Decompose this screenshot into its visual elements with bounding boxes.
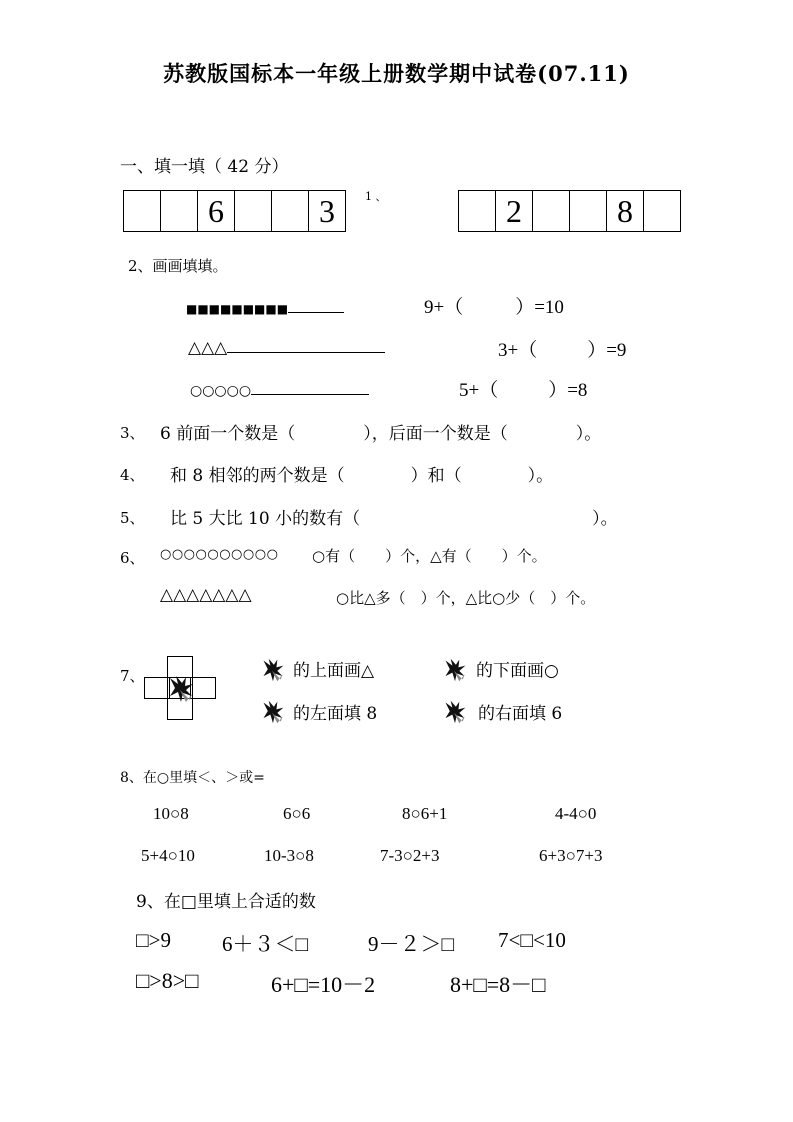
q1-box: 6 xyxy=(198,191,235,231)
q3-num: 3、 xyxy=(120,424,145,442)
eq-right: ）=8 xyxy=(548,380,588,401)
q9-item[interactable]: □>9 xyxy=(136,928,172,952)
q5-part: ）。 xyxy=(592,509,618,529)
q1-box[interactable] xyxy=(124,191,161,231)
q8-item[interactable]: 5+4○10 xyxy=(141,846,195,865)
q7-b: 的下面画○ xyxy=(476,661,559,681)
q2-row2-shapes xyxy=(188,338,385,358)
squares: ■■■■■■■■■ xyxy=(186,302,289,316)
q1-box: 8 xyxy=(607,191,644,231)
q4-part: ）和（ xyxy=(410,466,462,486)
q3-part: 6 前面一个数是（ xyxy=(160,424,296,444)
leaf-icon xyxy=(260,656,286,684)
q8-label: 8、在○里填＜、＞或= xyxy=(120,770,265,786)
q9-item[interactable]: 6＋３＜□ xyxy=(222,932,309,956)
q1-box[interactable] xyxy=(235,191,272,231)
q6-num: 6、 xyxy=(120,549,145,567)
eq-left: 5+（ xyxy=(459,380,499,401)
q7-d: 的右面填 6 xyxy=(478,704,563,724)
q8-item[interactable]: 10-3○8 xyxy=(264,846,314,865)
answer-line[interactable] xyxy=(251,380,369,395)
q4-text xyxy=(170,461,553,486)
q1-left-boxes xyxy=(123,190,346,232)
q5-num: 5、 xyxy=(120,509,145,527)
q8-item[interactable]: 6+3○7+3 xyxy=(539,846,603,865)
q8-item[interactable]: 4-4○0 xyxy=(555,804,597,823)
q7-a: 的上面画△ xyxy=(293,661,375,681)
q2-row1-shapes xyxy=(186,298,344,316)
q9-label: 9、在□里填上合适的数 xyxy=(136,892,316,912)
q9-item[interactable]: □>8>□ xyxy=(136,968,199,993)
answer-line[interactable] xyxy=(288,298,344,313)
cross-grid xyxy=(144,656,218,720)
q9-item[interactable]: 8+□=8－□ xyxy=(450,972,546,997)
q9-item[interactable]: 7<□<10 xyxy=(498,928,566,952)
q1-box[interactable] xyxy=(459,191,496,231)
leaf-icon xyxy=(166,674,196,704)
q6-triangles: △△△△△△△ xyxy=(160,585,252,605)
q1-box: 2 xyxy=(496,191,533,231)
q8-item[interactable]: 10○8 xyxy=(153,804,189,823)
triangles: △△△ xyxy=(188,338,228,358)
q1-right-boxes xyxy=(458,190,681,232)
q9-item[interactable]: 9－２＞□ xyxy=(368,932,455,956)
leaf-icon xyxy=(442,656,468,684)
q7-c: 的左面填 8 xyxy=(293,704,378,724)
q7-num: 7、 xyxy=(120,667,145,685)
q8-item[interactable]: 8○6+1 xyxy=(402,804,448,823)
q5-part: 比 5 大比 10 小的数有（ xyxy=(170,509,361,529)
q2-eq1 xyxy=(424,292,564,319)
q6-line2: ○比△多（ ）个，△比○少（ ）个。 xyxy=(336,589,596,607)
q4-part: ）。 xyxy=(527,466,554,486)
circles: ○○○○○ xyxy=(190,383,252,399)
eq-left: 3+（ xyxy=(498,340,538,361)
q5-text xyxy=(170,504,618,529)
q1-box[interactable] xyxy=(570,191,607,231)
q8-item[interactable]: 7-3○2+3 xyxy=(380,846,440,865)
q1-box[interactable] xyxy=(272,191,309,231)
q3-part: ），后面一个数是（ xyxy=(363,424,508,444)
q3-text xyxy=(160,419,601,444)
q4-num: 4、 xyxy=(120,466,145,484)
q6-line1: ○有（ ）个，△有（ ）个。 xyxy=(312,547,547,565)
section-heading: 一、填一填（ 42 分） xyxy=(120,157,289,177)
leaf-icon xyxy=(260,698,286,726)
q1-box[interactable] xyxy=(644,191,680,231)
page-title: 苏教版国标本一年级上册数学期中试卷(07.11) xyxy=(163,61,630,86)
answer-line[interactable] xyxy=(227,338,385,353)
q6-circles: ○○○○○○○○○○ xyxy=(160,547,279,562)
leaf-icon xyxy=(442,698,468,726)
q1-label: 1 、 xyxy=(365,190,387,203)
q2-label: 2、画画填填。 xyxy=(128,257,228,275)
q4-part: 和 8 相邻的两个数是（ xyxy=(170,466,345,486)
q3-part: ）。 xyxy=(575,424,602,444)
q2-eq2 xyxy=(498,335,626,362)
eq-left: 9+（ xyxy=(424,297,464,318)
q1-box[interactable] xyxy=(161,191,198,231)
q1-box: 3 xyxy=(319,193,335,229)
q9-item[interactable]: 6+□=10－2 xyxy=(271,972,376,997)
q2-row3-shapes xyxy=(190,380,369,399)
q8-item[interactable]: 6○6 xyxy=(283,804,311,823)
q2-eq3 xyxy=(459,375,587,402)
eq-right: ）=10 xyxy=(515,297,564,318)
eq-right: ）=9 xyxy=(587,340,627,361)
q1-box[interactable] xyxy=(533,191,570,231)
